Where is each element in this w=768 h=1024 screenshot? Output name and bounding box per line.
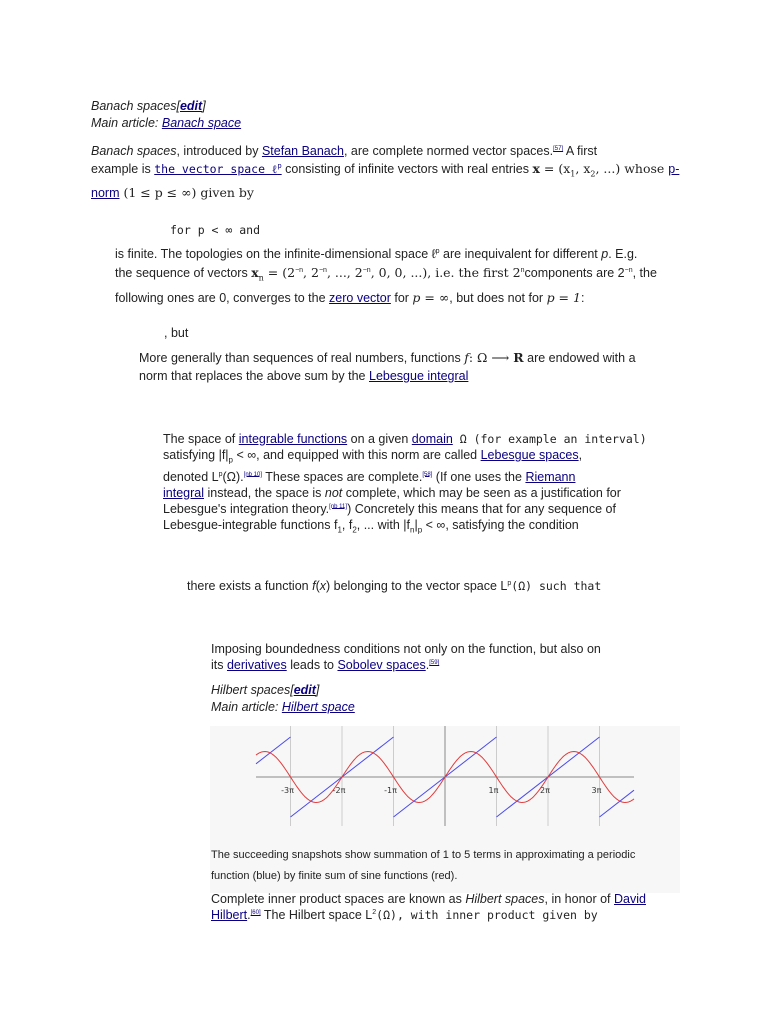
tick-label: 1π — [488, 786, 499, 795]
math: , 0, 0, ...), i.e. the first 2 — [370, 265, 521, 280]
text: its — [211, 658, 227, 672]
text: < ∞, satisfying the condition — [422, 517, 579, 532]
sine-approximation-figure — [210, 726, 680, 893]
riemann-integral-link[interactable]: Riemann — [525, 469, 576, 484]
math: , ..., 2 — [326, 265, 363, 280]
topologies-paragraph — [115, 246, 675, 306]
text: for — [390, 290, 413, 305]
integrable-functions-link[interactable]: integrable functions — [238, 432, 348, 446]
tick-label: -1π — [384, 786, 397, 795]
sup: −n — [362, 266, 371, 274]
lebesgue-spaces-link[interactable]: Lebesgue spaces — [480, 448, 579, 462]
tick-label: -3π — [281, 786, 294, 795]
link-text: the vector space ℓ — [154, 162, 278, 176]
text: satisfying |f| — [163, 448, 229, 462]
p-norm-link[interactable]: p- — [668, 162, 680, 176]
sup: 2 — [372, 908, 377, 916]
italic-p: p — [601, 247, 609, 261]
integrable-functions-paragraph — [163, 431, 683, 538]
text: , introduced by — [176, 144, 262, 158]
math: = (x — [539, 161, 571, 176]
text: , in honor of — [544, 892, 615, 906]
tick-label: 2π — [540, 786, 550, 795]
text: , are complete normed vector spaces. — [343, 144, 554, 158]
formula-text: for p < ∞ and — [170, 223, 261, 237]
text: example is — [91, 162, 155, 176]
text: , but — [164, 326, 189, 340]
text: Lebesgue's integration theory. — [163, 501, 330, 516]
banach-edit-link[interactable]: edit — [179, 99, 203, 113]
hilbert-heading-line: Hilbert spaces[edit] — [211, 683, 320, 697]
text: , — [578, 448, 583, 462]
text: . — [425, 658, 430, 672]
math: p = ∞ — [412, 289, 450, 305]
text: The Hilbert space L — [260, 908, 373, 922]
italic-term: Banach spaces — [91, 144, 177, 158]
math: p = 1 — [546, 289, 581, 305]
banach-heading: Banach spaces — [91, 99, 177, 113]
text: The space of — [163, 432, 239, 446]
sup: −n — [624, 266, 633, 274]
sobolev-spaces-link[interactable]: Sobolev spaces — [337, 658, 426, 672]
italic-f: f — [312, 579, 316, 593]
math: (1 ≤ p ≤ ∞) given by — [119, 184, 254, 200]
ref-nb-11[interactable]: [nb 11] — [329, 503, 348, 510]
text: instead, the space is — [204, 485, 325, 500]
text: leads to — [286, 658, 338, 672]
text: , the — [632, 266, 657, 280]
text: Lebesgue-integrable functions f — [163, 517, 338, 532]
tick-label: 3π — [591, 786, 602, 795]
math: : Ω ⟶ — [468, 350, 514, 365]
ref-nb-10[interactable]: [nb 10] — [243, 471, 263, 478]
lebesgue-integral-link[interactable]: Lebesgue integral — [369, 369, 469, 383]
text: consisting of infinite vectors with real entries — [281, 162, 533, 176]
text: ) belonging to the vector space L — [325, 579, 508, 593]
text: , but does not for — [449, 290, 547, 305]
p-norm-link-cont[interactable]: norm — [91, 185, 120, 200]
text: complete, which may be seen as a justification for — [342, 485, 621, 500]
text: More generally than sequences of real numbers, functions — [139, 351, 465, 365]
sup: −n — [318, 266, 327, 274]
math: f — [464, 350, 469, 365]
sine-approximation-plot — [210, 726, 680, 830]
text: (Ω), with inner product given by — [376, 908, 598, 922]
text: ) Concretely this means that for any sequence of — [347, 501, 616, 516]
exists-function-line — [187, 578, 601, 594]
math: , ...) whose — [595, 161, 669, 176]
math: = (2 — [263, 265, 296, 280]
main-article-prefix: Main article: — [91, 116, 162, 130]
david-hilbert-link-cont[interactable]: Hilbert — [211, 908, 248, 922]
caption-line: The succeeding snapshots show summation of 1 to 5 terms in approximating a periodic — [211, 849, 636, 861]
text: denoted L — [163, 469, 219, 484]
tick-label: -2π — [332, 786, 346, 795]
text: (Ω). — [222, 469, 244, 484]
hilbert-space-link[interactable]: Hilbert space — [281, 700, 355, 714]
stefan-banach-link[interactable]: Stefan Banach — [261, 144, 344, 158]
text: Imposing boundedness conditions not only on the function, but also on — [211, 642, 601, 656]
sup: p — [507, 579, 512, 587]
formula-caption — [170, 222, 260, 238]
hilbert-paragraph: Complete inner product spaces are known as Hilbert spaces, in honor of David Hilbert.[60] The Hilbert space $L^2(\Omega)$, with inner product given by — [211, 892, 646, 922]
text: These spaces are complete. — [262, 469, 423, 484]
banach-space-link[interactable]: Banach space — [161, 116, 242, 130]
text: is finite. The topologies on the infinite-dimensional space ℓ — [115, 247, 436, 261]
text: the sequence of vectors — [115, 266, 252, 280]
sup: p — [435, 247, 440, 255]
text: (If one uses the — [432, 469, 526, 484]
sub: 1 — [570, 169, 576, 179]
hilbert-edit-link[interactable]: edit — [293, 683, 316, 697]
ref-57[interactable]: [57] — [553, 145, 564, 152]
bold-x: x — [532, 161, 540, 176]
text: (Ω) such that — [511, 579, 602, 593]
text: Complete inner product spaces are known as — [211, 892, 466, 906]
ref-60[interactable]: [60] — [250, 909, 261, 916]
text: ( — [315, 579, 320, 593]
text: Ω (for example an interval) — [452, 432, 647, 446]
text: following ones are 0, converges to the — [115, 290, 330, 305]
math: , 2 — [303, 265, 319, 280]
text: A first — [563, 144, 598, 158]
figure-caption — [211, 845, 635, 887]
italic-term: Hilbert spaces — [465, 892, 545, 906]
bold-R: R — [513, 350, 524, 365]
italic-x: x — [319, 579, 326, 593]
sub: n — [258, 273, 264, 283]
sup: p — [277, 162, 282, 171]
italic-not: not — [324, 485, 343, 500]
text: , f — [341, 517, 353, 532]
sup: n — [520, 266, 525, 274]
text: : — [580, 290, 585, 305]
banach-heading-line: Banach spaces[edit] — [91, 99, 206, 113]
derivatives-link[interactable]: derivatives — [226, 658, 287, 672]
sub: 2 — [590, 169, 596, 179]
sawtooth-segment — [600, 790, 635, 817]
david-hilbert-link[interactable]: David — [614, 892, 646, 906]
hilbert-main-article — [211, 699, 355, 715]
riemann-integral-link-cont[interactable]: integral — [163, 485, 204, 500]
text: < ∞, and equipped with this norm are called — [233, 448, 481, 462]
banach-intro-paragraph — [91, 143, 691, 201]
caption-line: function (blue) by finite sum of sine functions (red). — [211, 870, 458, 882]
sub: p — [228, 455, 233, 465]
sub: n — [410, 525, 415, 534]
sub: 1 — [337, 525, 342, 534]
text: are endowed with a — [523, 351, 636, 365]
text: | — [414, 517, 418, 532]
text: are inequivalent for different — [439, 247, 602, 261]
hilbert-heading: Hilbert spaces — [211, 683, 291, 697]
sobolev-paragraph — [211, 641, 681, 673]
text: norm that replaces the above sum by the — [139, 369, 369, 383]
bold-x: x — [251, 265, 259, 280]
text: on a given — [347, 432, 412, 446]
vector-space-lp-link[interactable] — [154, 162, 281, 176]
main-article-prefix: Main article: — [211, 700, 282, 714]
ref-59[interactable]: [59] — [429, 659, 440, 666]
ref-58[interactable]: [58] — [422, 471, 433, 478]
text: there exists a function — [187, 579, 313, 593]
domain-link[interactable]: domain — [411, 432, 453, 446]
text: . E.g. — [608, 247, 638, 261]
math: , x — [575, 161, 591, 176]
sup: p — [218, 470, 223, 478]
sub: 2 — [352, 525, 357, 534]
banach-main-article — [91, 115, 241, 131]
functions-paragraph — [139, 350, 679, 384]
sup: −n — [295, 266, 304, 274]
text: , ... with |f — [356, 517, 411, 532]
sawtooth-segment — [256, 737, 291, 764]
sub: p — [417, 525, 423, 534]
zero-vector-link[interactable]: zero vector — [329, 290, 391, 305]
but-line — [164, 325, 188, 341]
text: components are 2 — [524, 266, 625, 280]
